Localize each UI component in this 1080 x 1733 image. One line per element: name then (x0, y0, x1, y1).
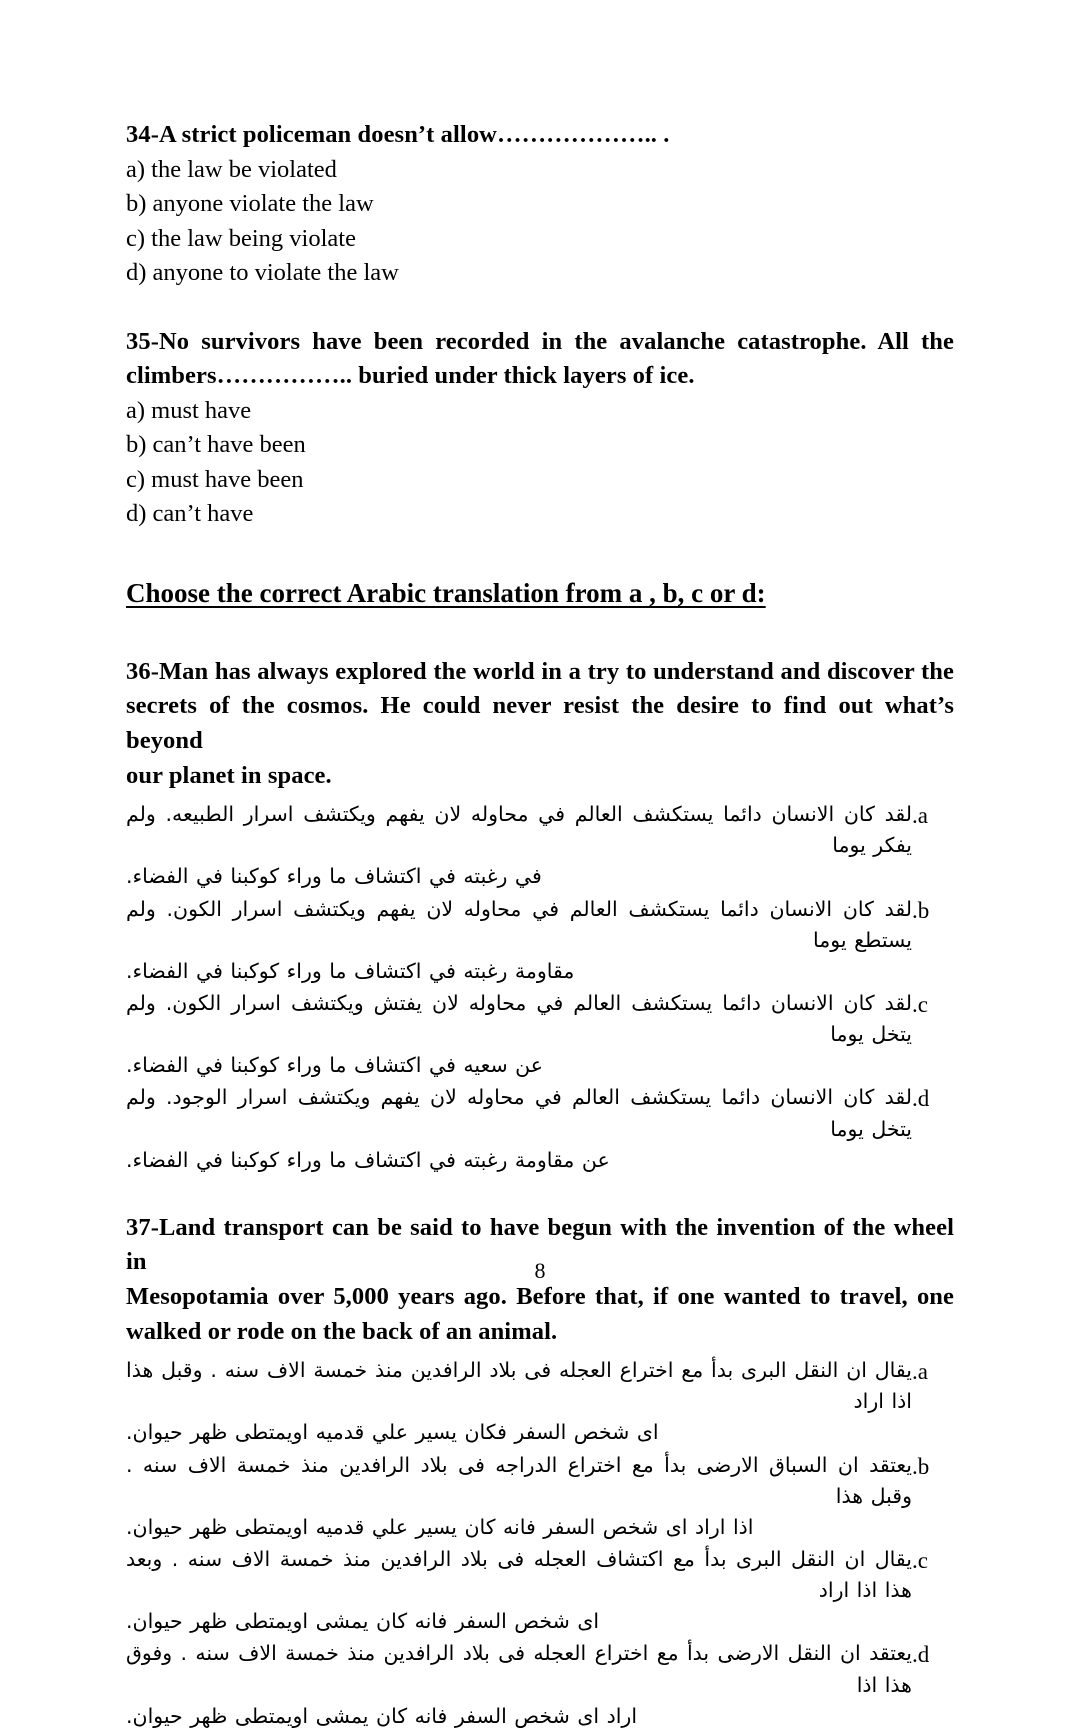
spacer (126, 532, 954, 576)
question-36-option-a[interactable] (126, 799, 954, 892)
option-text-b (126, 1450, 912, 1543)
question-34-option-c[interactable]: c) the law being violate (126, 224, 356, 252)
question-37-stem-line-3: walked or rode on the back of an animal. (126, 1317, 558, 1345)
question-37-option-c[interactable] (126, 1544, 954, 1637)
question-37 (126, 1211, 954, 1732)
question-34-stem: 34-A strict policeman doesn’t allow……………….. . (126, 121, 670, 148)
spacer (126, 291, 954, 325)
option-c-line-2: عن سعيه في اكتشاف ما وراء كوكبنا في الفضاء. (126, 1053, 543, 1078)
question-37-stem-line-1: 37-Land transport can be said to have begun with the invention of the wheel in (126, 1213, 954, 1276)
option-d-line-2: اراد اى شخص السفر فانه كان يمشى اويمتطى ظهر حيوان. (126, 1703, 638, 1728)
option-a-line-2: في رغبته في اكتشاف ما وراء كوكبنا في الفضاء. (126, 864, 542, 889)
question-35-option-d[interactable]: d) can’t have (126, 500, 254, 528)
question-34-option-a[interactable]: a) the law be violated (126, 155, 337, 183)
option-marker-b: b. (912, 1453, 930, 1479)
question-37-option-b[interactable] (126, 1450, 954, 1543)
question-34 (126, 118, 954, 291)
spacer (126, 611, 954, 655)
option-c-line-1: يقال ان النقل البرى بدأ مع اكتشاف العجله فى بلاد الرافدين منذ خمسة الاف سنه . وبعد هذا اذا اراد (126, 1547, 912, 1603)
option-text-b (126, 894, 912, 987)
question-36-stem (126, 655, 954, 793)
question-37-stem-line-2: Mesopotamia over 5,000 years ago. Before that, if one wanted to travel, one (126, 1283, 954, 1310)
question-36-stem-line-2: secrets of the cosmos. He could never resist the desire to find out what’s beyond (126, 692, 954, 754)
question-35-option-a[interactable]: a) must have (126, 396, 252, 424)
option-a-line-2: اى شخص السفر فكان يسير علي قدميه اويمتطى ظهر حيوان. (126, 1420, 659, 1445)
spacer (126, 1177, 954, 1211)
option-c-line-2: اى شخص السفر فانه كان يمشى اويمتطى ظهر حيوان. (126, 1609, 600, 1634)
question-35-stem-line-1: 35-No survivors have been recorded in the avalanche catastrophe. All the (126, 327, 954, 355)
question-35-stem (126, 325, 954, 394)
option-text-c (126, 1544, 912, 1637)
question-35-option-b[interactable]: b) can’t have been (126, 431, 306, 459)
option-text-d (126, 1082, 912, 1175)
question-36-option-b[interactable] (126, 894, 954, 987)
question-34-option-b[interactable]: b) anyone violate the law (126, 190, 374, 218)
option-marker-d: d. (912, 1642, 930, 1668)
page-content (126, 118, 954, 1733)
question-37-options (126, 1355, 954, 1732)
option-b-line-1: يعتقد ان السباق الارضى بدأ مع اختراع الدراجه فى بلاد الرافدين منذ خمسة الاف سنه . وقبل هذا (126, 1452, 912, 1508)
page-number: 8 (534, 1258, 546, 1283)
question-35-stem-line-2: climbers…………….. buried under thick layers of ice. (126, 362, 695, 390)
option-marker-b: b. (912, 897, 930, 923)
option-b-line-2: اذا اراد اى شخص السفر فانه كان يسير علي قدميه اويمتطى ظهر حيوان. (126, 1514, 754, 1539)
question-36-options (126, 799, 954, 1176)
option-d-line-1: لقد كان الانسان دائما يستكشف العالم في محاوله لان يفهم ويكتشف اسرار الوجود. ولم يتخل يوما (126, 1085, 912, 1141)
question-36-option-d[interactable] (126, 1082, 954, 1175)
option-text-a (126, 1355, 912, 1448)
section-heading: Choose the correct Arabic translation from a , b, c or d: (126, 577, 766, 608)
option-marker-c: c. (912, 1548, 928, 1573)
option-text-a (126, 799, 912, 892)
question-35-option-c[interactable]: c) must have been (126, 465, 304, 493)
option-marker-c: c. (912, 992, 928, 1017)
option-a-line-1: يقال ان النقل البرى بدأ مع اختراع العجله فى بلاد الرافدين منذ خمسة الاف سنه . وقبل هذا اذا اراد (126, 1358, 912, 1414)
option-text-c (126, 988, 912, 1081)
option-c-line-1: لقد كان الانسان دائما يستكشف العالم في محاوله لان يفتش ويكتشف اسرار الكون. ولم يتخل يوما (126, 991, 912, 1047)
question-36-option-c[interactable] (126, 988, 954, 1081)
option-b-line-1: لقد كان الانسان دائما يستكشف العالم في محاوله لان يفهم ويكتشف اسرار الكون. ولم يستطع يوما (126, 896, 912, 952)
question-36-stem-line-1: 36-Man has always explored the world in a try to understand and discover the (126, 657, 954, 685)
option-b-line-2: مقاومة رغبته في اكتشاف ما وراء كوكبنا في الفضاء. (126, 958, 575, 983)
option-text-d (126, 1638, 912, 1731)
question-37-option-a[interactable] (126, 1355, 954, 1448)
question-35 (126, 325, 954, 532)
option-marker-a: a. (912, 1359, 928, 1385)
question-37-option-d[interactable] (126, 1638, 954, 1731)
option-marker-a: a. (912, 803, 928, 829)
option-marker-d: d. (912, 1086, 930, 1112)
question-34-option-d[interactable]: d) anyone to violate the law (126, 259, 399, 287)
option-a-line-1: لقد كان الانسان دائما يستكشف العالم في محاوله لان يفهم ويكتشف اسرار الطبيعه. ولم يفكر يوما (126, 802, 912, 858)
question-36 (126, 655, 954, 1176)
option-d-line-1: يعتقد ان النقل الارضى بدأ مع اختراع العجله فى بلاد الرافدين منذ خمسة الاف سنه . وفوق هذا اذا (126, 1641, 912, 1697)
option-d-line-2: عن مقاومة رغبته في اكتشاف ما وراء كوكبنا في الفضاء. (126, 1147, 610, 1172)
question-36-stem-line-3: our planet in space. (126, 761, 332, 789)
